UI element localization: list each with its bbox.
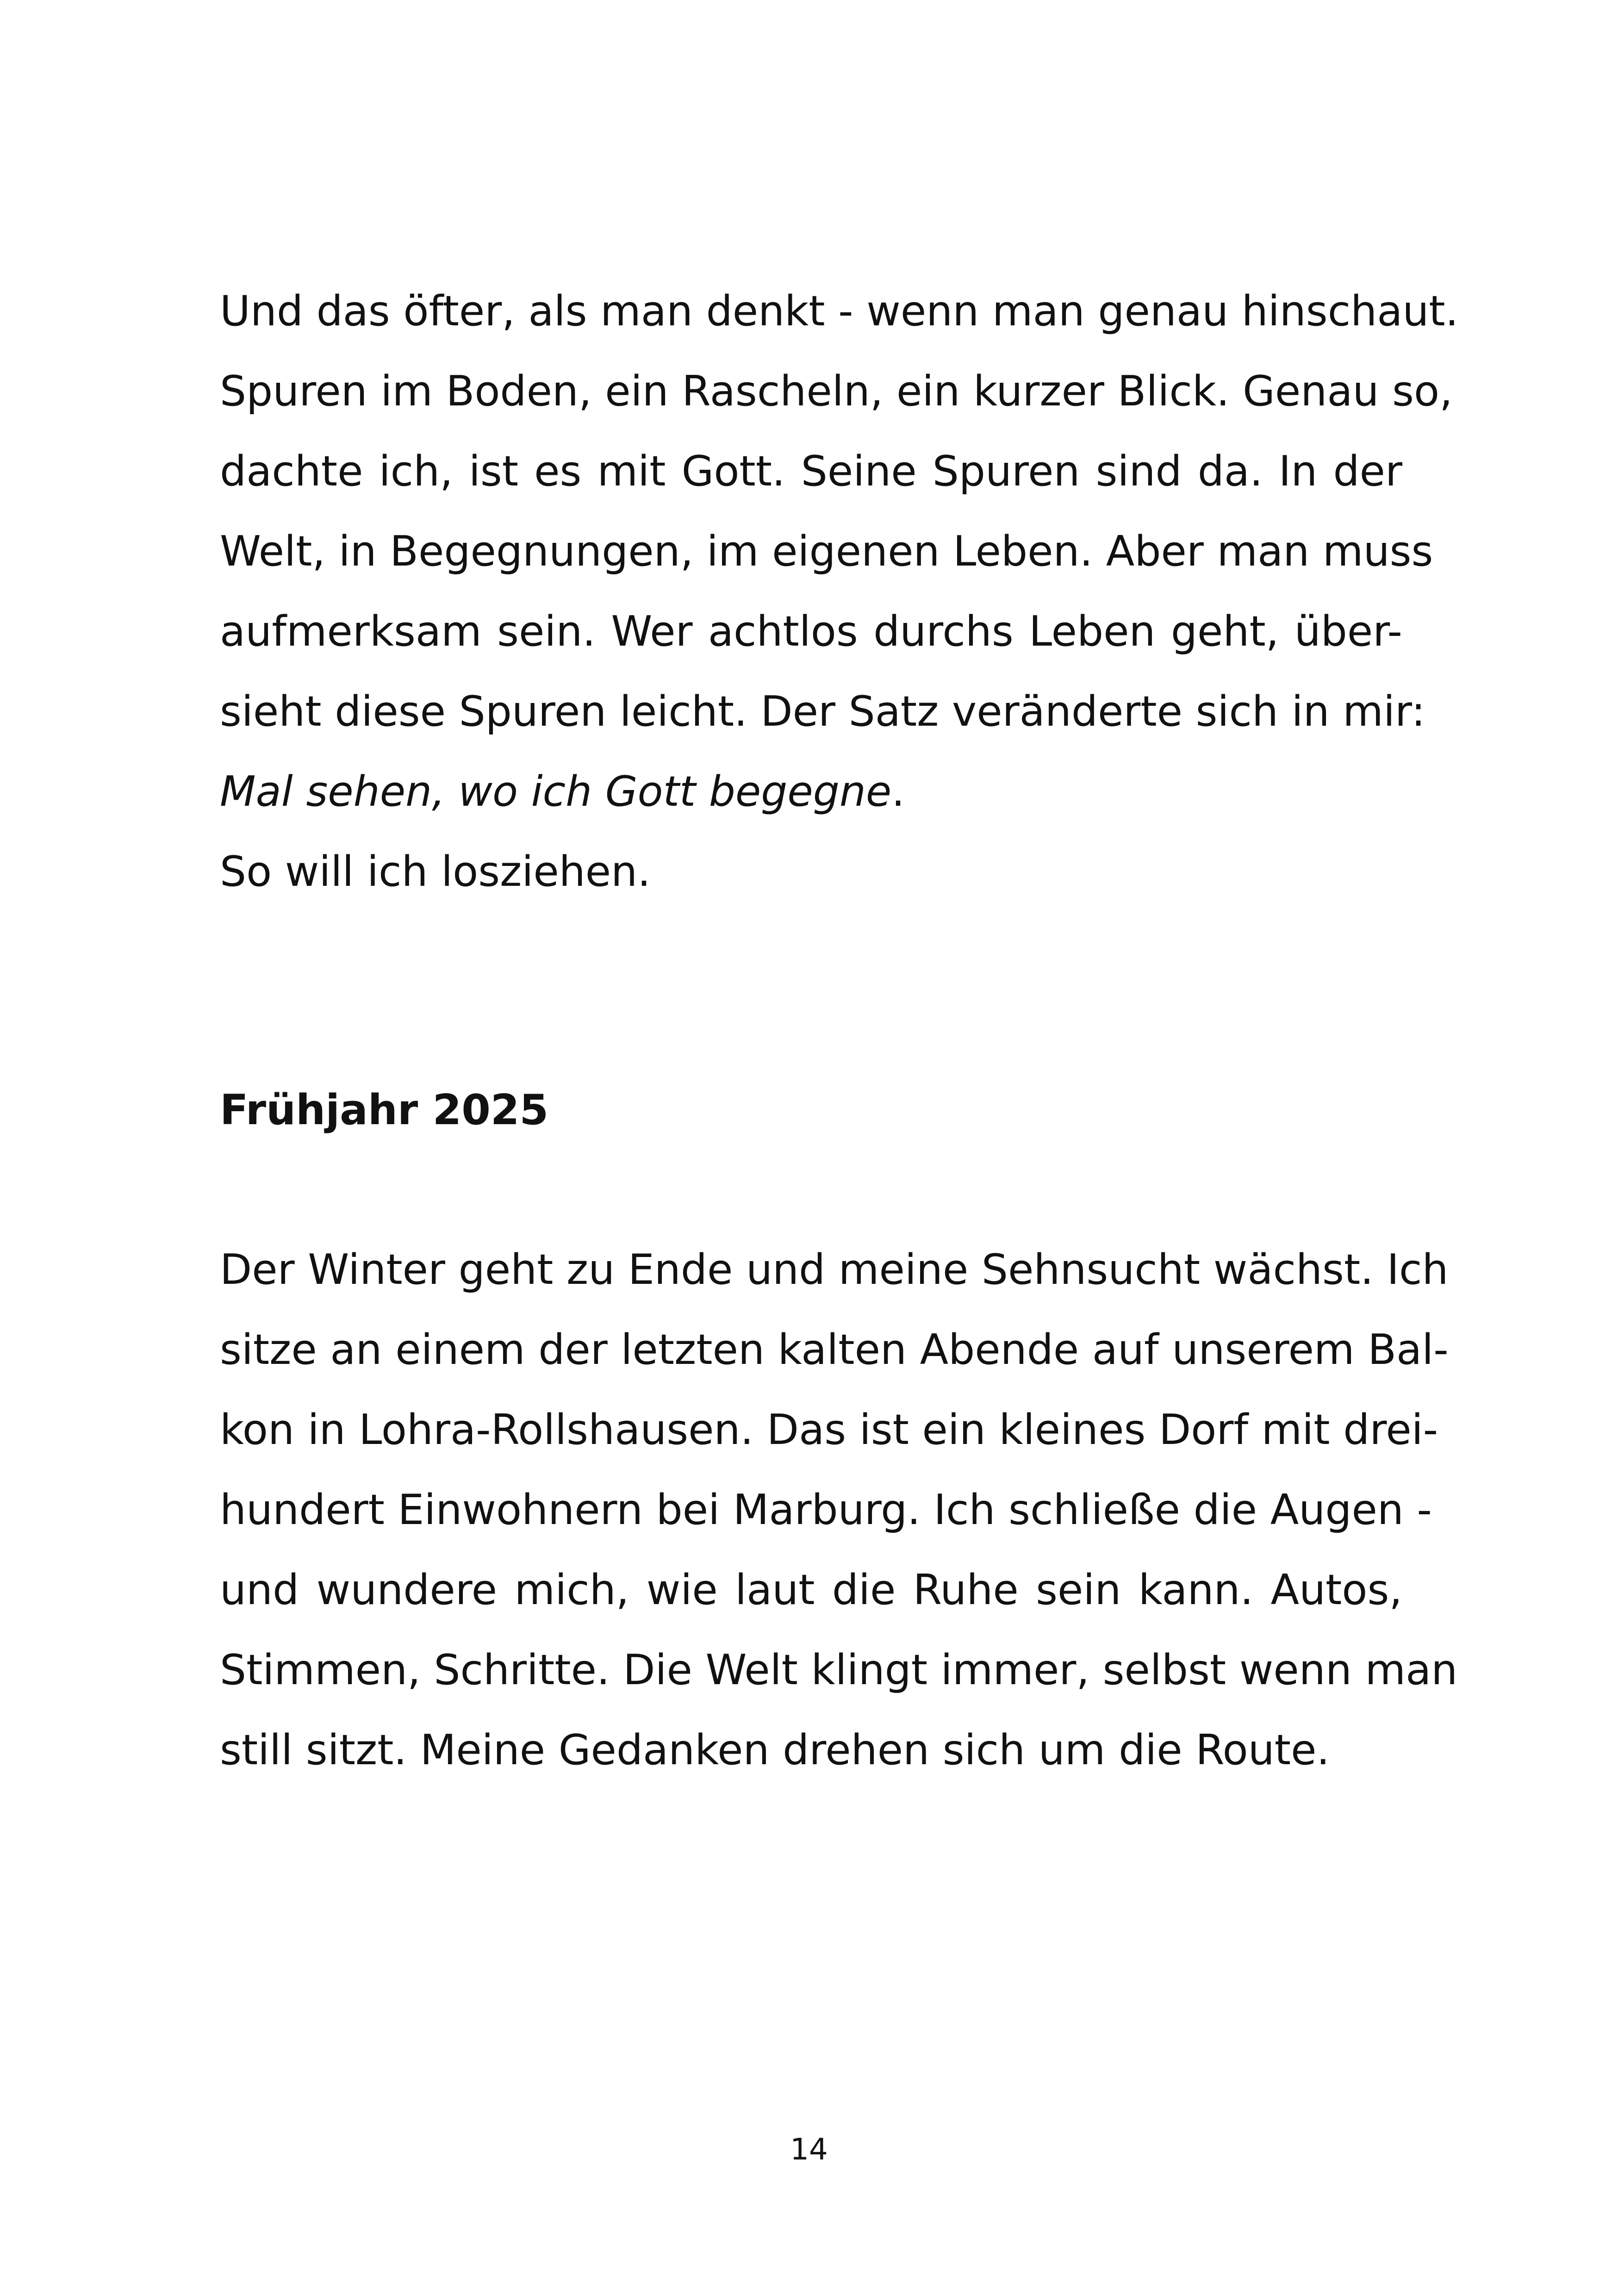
- paragraph-1-line: sieht diese Spuren leicht. Der Satz veränderte sich in mir:: [220, 687, 1425, 736]
- paragraph-1: [220, 271, 1459, 912]
- paragraph-1-line: Welt, in Begegnungen, im eigenen Leben. Aber man muss: [220, 527, 1433, 576]
- italic-sentence-period: .: [891, 767, 905, 816]
- paragraph-1-line: Spuren im Boden, ein Rascheln, ein kurzer Blick. Genau so,: [220, 367, 1453, 416]
- paragraph-1-line: dachte ich, ist es mit Gott. Seine Spuren sind da. In der: [220, 447, 1402, 496]
- closing-line: So will ich losziehen.: [220, 847, 651, 896]
- paragraph-2-line: hundert Einwohnern bei Marburg. Ich schließe die Augen -: [220, 1486, 1432, 1534]
- paragraph-2: [220, 1230, 1458, 1790]
- paragraph-1-line: aufmerksam sein. Wer achtlos durchs Leben geht, über-: [220, 607, 1402, 656]
- section-heading: Frühjahr 2025: [220, 1086, 549, 1134]
- paragraph-2-line: still sitzt. Meine Gedanken drehen sich um die Route.: [220, 1726, 1330, 1774]
- paragraph-1-line: Und das öfter, als man denkt - wenn man genau hinschaut.: [220, 287, 1459, 336]
- page-number: 14: [790, 2133, 828, 2167]
- paragraph-2-line: und wundere mich, wie laut die Ruhe sein kann. Autos,: [220, 1566, 1402, 1614]
- paragraph-2-line: kon in Lohra-Rollshausen. Das ist ein kleines Dorf mit drei-: [220, 1406, 1438, 1454]
- paragraph-2-line: Der Winter geht zu Ende und meine Sehnsucht wächst. Ich: [220, 1245, 1449, 1294]
- paragraph-2-line: Stimmen, Schritte. Die Welt klingt immer, selbst wenn man: [220, 1646, 1458, 1694]
- italic-sentence: Mal sehen, wo ich Gott begegne: [220, 767, 892, 816]
- paragraph-2-line: sitze an einem der letzten kalten Abende auf unserem Bal-: [220, 1325, 1449, 1374]
- italic-sentence-line: [220, 752, 1402, 832]
